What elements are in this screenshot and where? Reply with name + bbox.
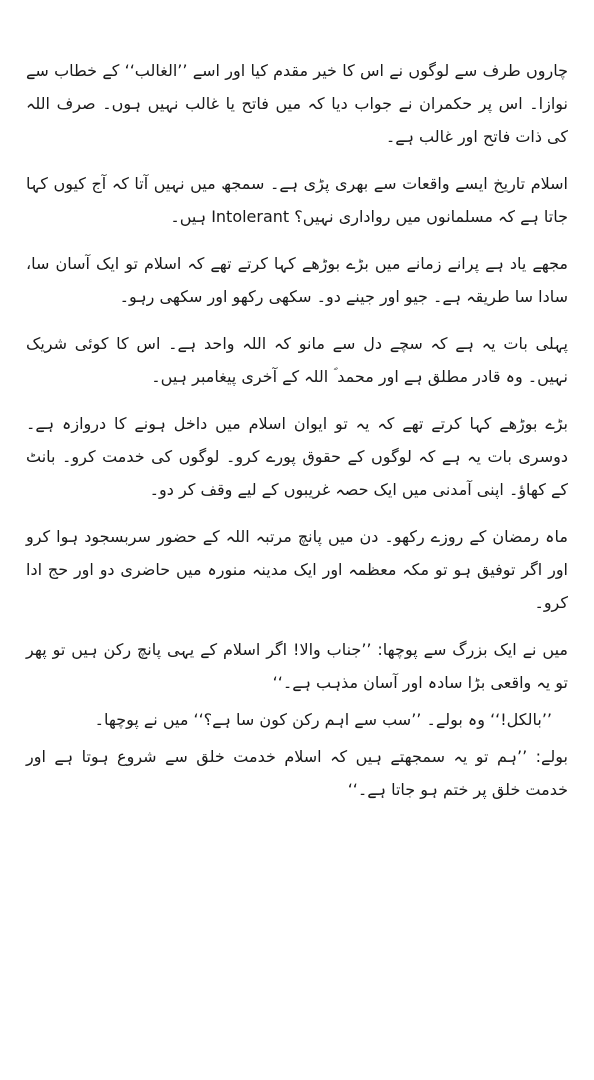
- paragraph-question-to-elder: میں نے ایک بزرگ سے پوچھا: ’’جناب والا! اگر اسلام کے یہی پانچ رکن ہیں تو پھر تو یہ واقعی بڑا سادہ اور آسان مذہب ہے۔‘‘: [26, 640, 568, 692]
- paragraph-second-principle: بڑے بوڑھے کہا کرتے تھے کہ یہ تو ایوان اسلام میں داخل ہونے کا دروازہ ہے۔ دوسری بات یہ ہے کہ لوگوں کے حقوق پورے کرو۔ لوگوں کی خدمت کرو۔ بانٹ کے کھاؤ۔ اپنی آمدنی میں ایک حصہ غریبوں کے لیے وقف کر دو۔: [26, 414, 568, 499]
- urdu-text-column: [26, 54, 568, 820]
- paragraph-elders-memory: مجھے یاد ہے پرانے زمانے میں بڑے بوڑھے کہا کرتے تھے کہ اسلام تو ایک آسان سا، سادا سا طریقہ ہے۔ جیو اور جینے دو۔ سکھی رکھو اور سکھی رہو۔: [26, 254, 568, 306]
- paragraph-most-important-pillar: ’’بالکل!‘‘ وہ بولے۔ ’’سب سے اہم رکن کون سا ہے؟‘‘ میں نے پوچھا۔: [94, 710, 552, 729]
- paragraph-first-principle: پہلی بات یہ ہے کہ سچے دل سے مانو کہ اللہ واحد ہے۔ اس کا کوئی شریک نہیں۔ وہ قادر مطلق ہے اور محمد ؐ اللہ کے آخری پیغامبر ہیں۔: [26, 334, 568, 386]
- paragraph-fasting-prayer-hajj: ماہ رمضان کے روزے رکھو۔ دن میں پانچ مرتبہ اللہ کے حضور سربسجود ہوا کرو اور اگر توفیق ہو تو مکہ معظمہ اور ایک مدینہ منورہ میں حاضری دو اور حج ادا کرو۔: [26, 527, 568, 612]
- paragraph-service-to-humanity: بولے: ’’ہم تو یہ سمجھتے ہیں کہ اسلام خدمت خلق سے شروع ہوتا ہے اور خدمت خلق پر ختم ہو جاتا ہے۔‘‘: [26, 747, 568, 799]
- paragraph-tolerance: اسلام تاریخ ایسے واقعات سے بھری پڑی ہے۔ سمجھ میں نہیں آتا کہ آج کیوں کہا جاتا ہے کہ مسلمانوں میں رواداری نہیں؟ Intolerant ہیں۔: [26, 174, 568, 226]
- paragraph-ghalib-title: چاروں طرف سے لوگوں نے اس کا خیر مقدم کیا اور اسے ’’الغالب‘‘ کے خطاب سے نوازا۔ اس پر حکمران نے جواب دیا کہ میں فاتح یا غالب نہیں ہوں۔ صرف اللہ کی ذات فاتح اور غالب ہے۔: [26, 61, 568, 146]
